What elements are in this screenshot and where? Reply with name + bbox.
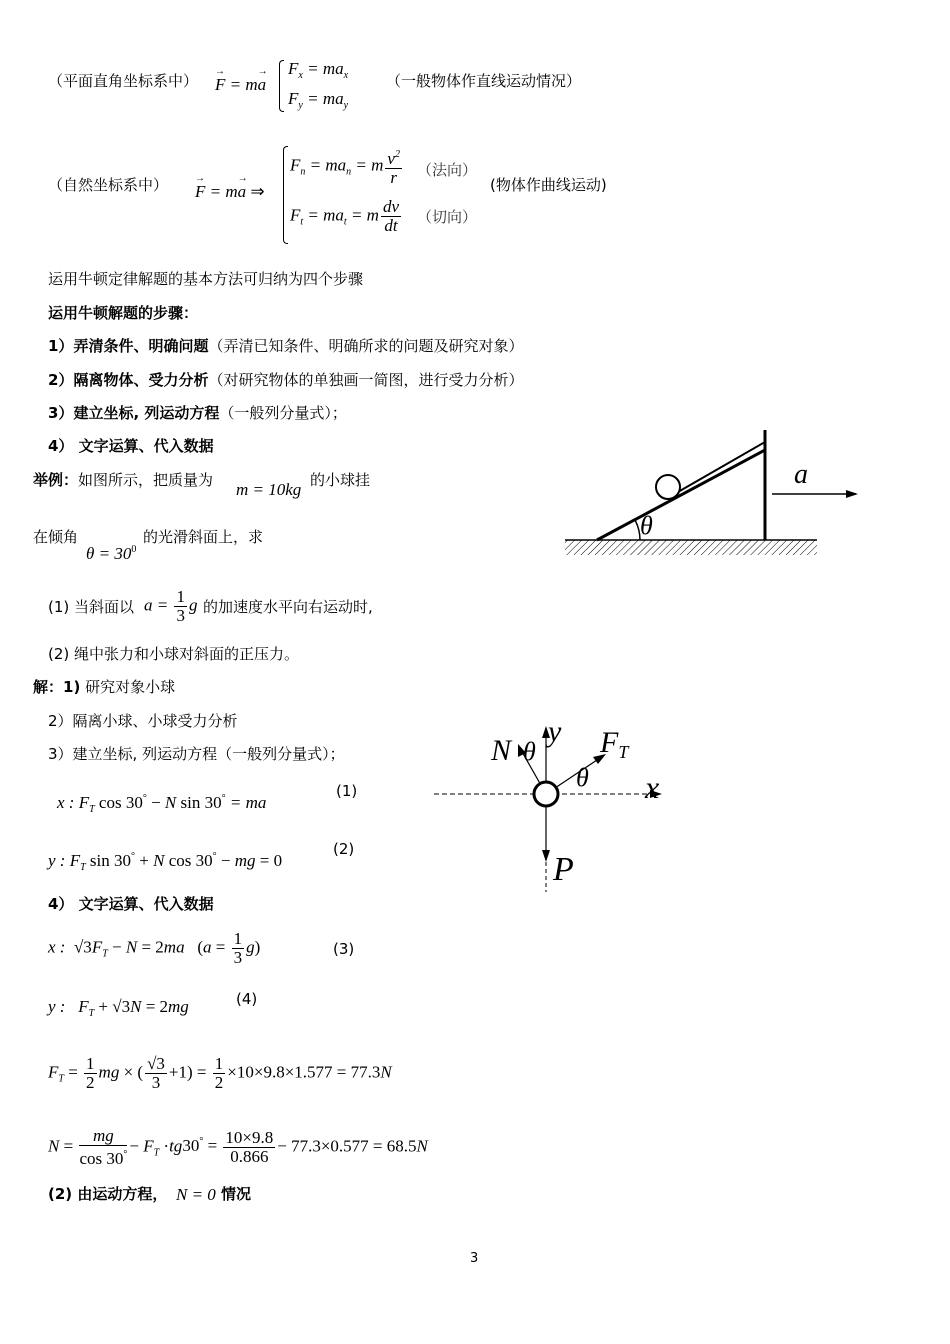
step-1 [48,337,523,355]
cartesian-note: （一般物体作直线运动情况） [386,72,582,90]
ball [656,475,680,499]
ft-result: $F_T$ = $\frac{1}{2}$ mg × ( $\frac{√3}{3}$ +1) = $\frac{1}{2}$ ×10×9.8×1.577 = 77.3N [48,1054,392,1092]
question-1-accel: a = $\frac{1}{3}$ g [144,587,198,625]
part-2-start: (2) 由运动方程， [48,1185,168,1203]
rope [678,442,765,492]
force-n-label: N [491,734,512,767]
step-4: 4） 文字运算、代入数据 [48,437,214,455]
solution-step-3: 3）建立坐标, 列运动方程（一般列分量式）； [48,745,345,763]
example-text-2: 在倾角 [33,528,79,546]
force-p-label: P [553,851,574,888]
force-x-label: x [645,769,660,805]
solution-step-2: 2）隔离小球、小球受力分析 [48,712,238,730]
part-2-condition: N = 0 [176,1185,216,1204]
natural-ft-eq: $F_t = ma_t = m$ $\frac{dv}{dt}$ [290,197,399,235]
cartesian-fy-eq: $F_y = ma_y$ [288,89,349,111]
force-ft-label [600,727,628,768]
step-3-bold: 建立坐标, 列运动方程 [73,404,220,422]
equation-4-tag: (4) [236,990,258,1008]
step-1-detail: （弄清已知条件、明确所求的问题及研究对象） [208,337,524,355]
question-1-start: (1) 当斜面以 [48,598,135,616]
n-result: N = $\frac{mg}{\cos 30^\circ}$ − $F_T \cdot tg30^\circ$ = $\frac{10\times 9.8}{0.866}$ − 77.3×0.577 = 68.5N [48,1126,428,1168]
cartesian-label: （平面直角坐标系中） [48,72,199,90]
incline-angle-label: θ [640,511,653,540]
equation-1-tag: (1) [336,782,358,800]
step-3-detail: （一般列分量式）； [219,404,347,422]
incline-accel-label: a [794,459,808,490]
solution-step-1-number: 1) [63,678,81,696]
natural-fn-eq: $F_n = ma_n = m$ $\frac{v^2}{r}$ [290,146,404,187]
cartesian-brace [279,60,284,112]
example-label: 举例： [33,471,79,489]
natural-equation-lhs: → F = m→ a ⇒ [195,183,265,201]
cartesian-equation-lhs: → F = m→ a [215,76,266,94]
normal-direction: （法向） [417,161,478,179]
example-line-1 [33,471,213,489]
solution-label: 解： [33,678,64,696]
ball-center [534,782,558,806]
page-number: 3 [470,1251,479,1266]
example-text-2-end: 的光滑斜面上，求 [143,528,264,546]
part-2-end: 情况 [221,1185,252,1203]
equation-x: x : $F_T$ cos 30° − N sin 30° = ma [57,793,267,815]
equation-3-tag: (3) [333,940,355,958]
natural-note: (物体作曲线运动) [490,176,607,194]
solution-line-1 [33,678,175,696]
natural-label: （自然坐标系中） [48,176,169,194]
force-ft-letter: F [600,726,619,759]
step-2-number: 2） [48,371,74,389]
equation-y: y : $F_T$ sin 30° + N cos 30° − mg = 0 [48,851,283,873]
step-2-detail: （对研究物体的单独画一简图，进行受力分析） [208,371,524,389]
equation-3: x : $√3F_T - N = 2ma$ (a = $\frac{1}{3}$ g) [48,929,261,967]
incline-body [597,450,765,540]
force-y-label: y [548,715,562,748]
angle-expression: $\theta = 30^0$ [86,544,137,563]
equation-4: y : $F_T + √3N = 2mg$ [48,997,189,1019]
example-text-1: 如图所示，把质量为 [78,471,214,489]
force-theta-label-1: θ [523,737,536,766]
equation-2-tag: (2) [333,840,355,858]
incline-figure [560,420,880,565]
tangent-direction: （切向） [417,208,478,226]
step-1-number: 1） [48,337,74,355]
solution-step-4: 4） 文字运算、代入数据 [48,895,214,913]
force-theta-label-2: θ [576,763,589,792]
ground-hatch [565,540,817,555]
mass-expression: m = 10kg [236,480,302,499]
step-1-bold: 弄清条件、明确问题 [73,337,209,355]
step-2 [48,371,523,389]
solution-step-1-text: 研究对象小球 [85,678,176,696]
part-2-line [48,1185,167,1203]
force-ft-subscript: T [618,742,629,762]
steps-title: 运用牛顿解题的步骤： [48,304,199,322]
accel-arrowhead [846,490,858,498]
step-2-bold: 隔离物体、受力分析 [73,371,209,389]
method-summary: 运用牛顿定律解题的基本方法可归纳为四个步骤 [48,270,364,288]
step-3 [48,404,347,422]
question-1-end: 的加速度水平向右运动时, [203,598,373,616]
natural-brace [283,146,288,244]
p-vector-arrowhead [542,850,550,862]
cartesian-fx-eq: $F_x = ma_x$ [288,59,349,81]
example-text-1-end: 的小球挂 [310,471,371,489]
step-3-number: 3） [48,404,74,422]
question-2: (2) 绳中张力和小球对斜面的正压力。 [48,645,300,663]
